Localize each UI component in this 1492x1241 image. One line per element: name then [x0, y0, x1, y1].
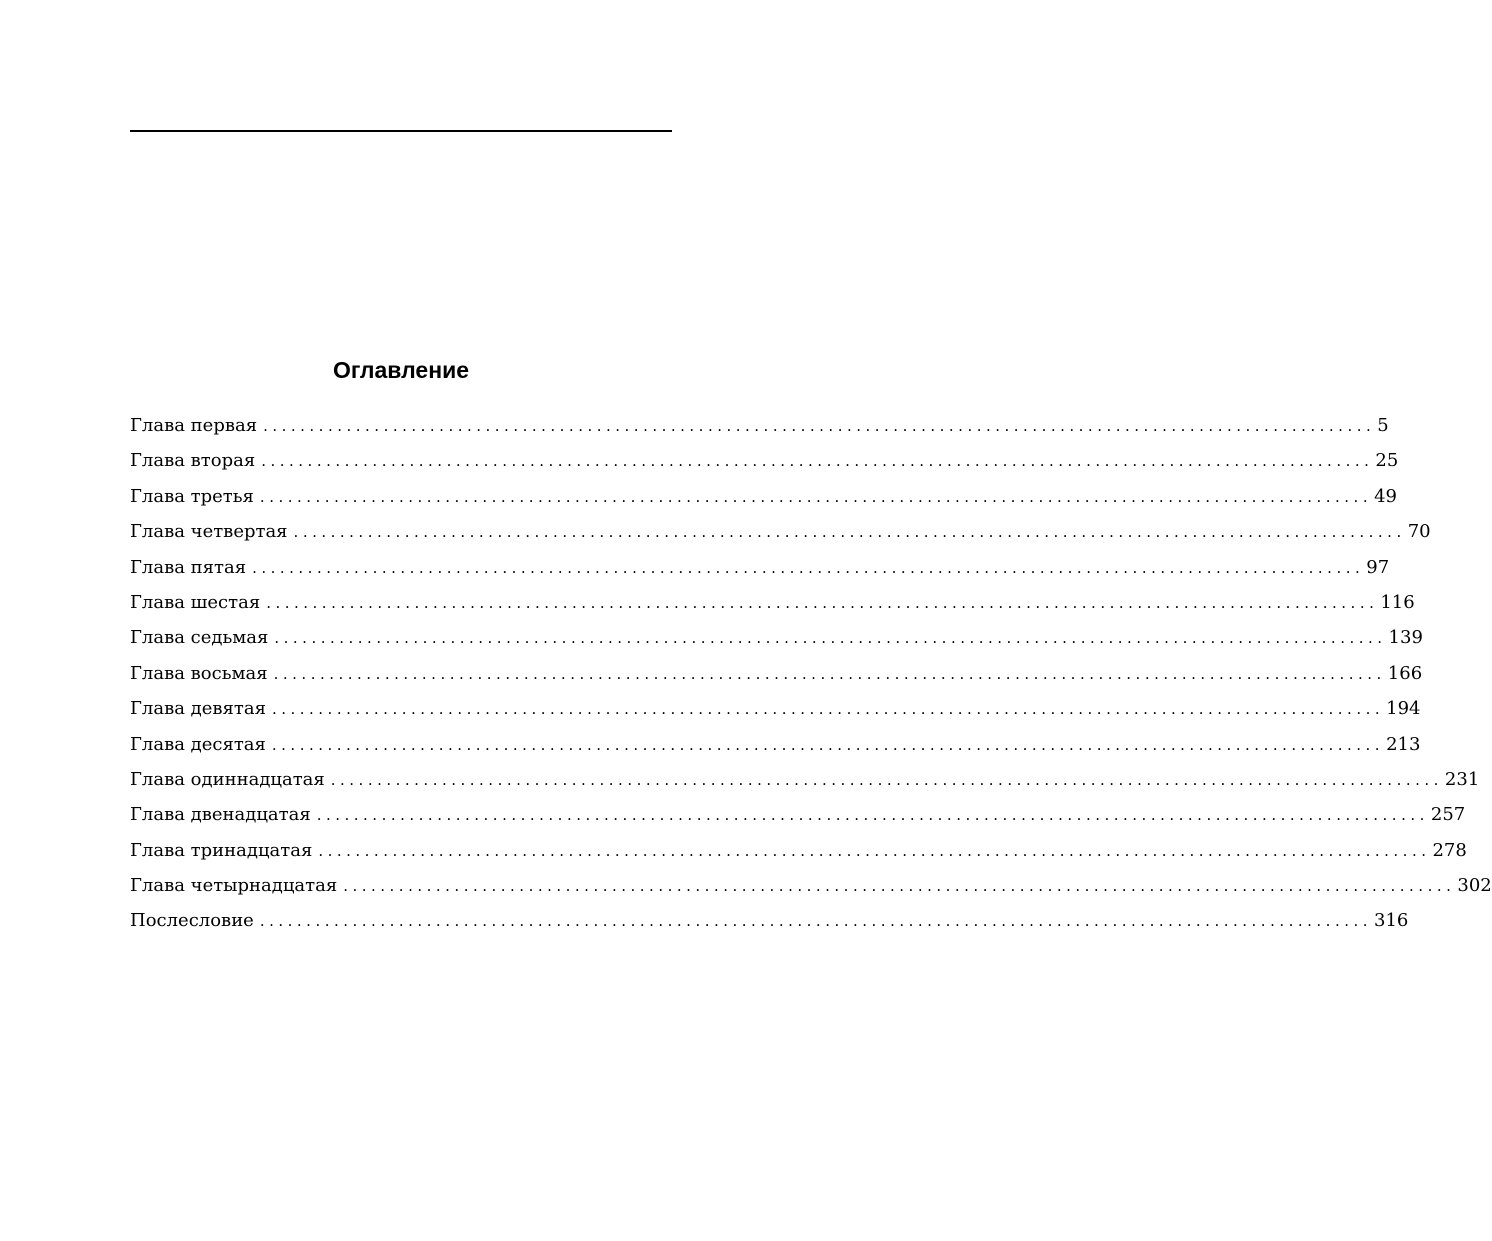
toc-entry-page: 231	[1444, 768, 1480, 790]
toc-entry-label: Глава одиннадцатая	[130, 768, 325, 790]
toc-entry-page: 139	[1388, 627, 1423, 649]
toc-entry[interactable]	[130, 552, 1390, 587]
toc-entry[interactable]	[130, 729, 1421, 764]
toc-entry-label: Глава четырнадцатая	[130, 875, 338, 897]
toc-entry[interactable]	[130, 835, 1467, 870]
toc-entry-page: 25	[1375, 450, 1399, 472]
toc-entry-page: 49	[1374, 485, 1397, 507]
toc-entry-label: Глава третья	[130, 485, 254, 507]
toc-entry-label: Глава вторая	[130, 450, 256, 472]
toc-leader: ........................................................................................................................	[293, 523, 1406, 542]
toc-entry-label: Глава девятая	[130, 698, 266, 720]
toc-leader: ........................................................................................................................	[259, 487, 1373, 506]
toc-leader: ........................................................................................................................	[263, 417, 1376, 435]
toc-leader: ........................................................................................................................	[252, 558, 1365, 577]
toc-leader: ........................................................................................................................	[330, 770, 1443, 789]
toc-entry-label: Глава четвертая	[130, 521, 288, 543]
toc-leader: ........................................................................................................................	[266, 593, 1379, 612]
toc-entry-label: Глава седьмая	[130, 627, 269, 649]
toc-entry[interactable]	[130, 622, 1423, 657]
toc-leader: ........................................................................................................................	[318, 841, 1431, 860]
toc-leader: ........................................................................................................................	[271, 700, 1385, 719]
toc-entry-label: Глава восьмая	[130, 662, 268, 684]
toc-entry-page: 166	[1387, 662, 1423, 684]
toc-entry[interactable]	[130, 587, 1415, 622]
toc-entry-page: 194	[1386, 698, 1421, 720]
toc-entry-page: 302	[1457, 875, 1492, 897]
toc-entry-page: 213	[1386, 733, 1421, 755]
toc-entry[interactable]	[130, 799, 1466, 834]
toc-entry[interactable]	[130, 870, 1492, 905]
toc-leader: ........................................................................................................................	[273, 664, 1386, 683]
toc-entry-page: 70	[1407, 521, 1431, 543]
toc-title: Оглавление	[332, 357, 470, 383]
toc-leader: ........................................................................................................................	[316, 806, 1429, 825]
toc-entry-page: 278	[1432, 839, 1467, 861]
toc-entry[interactable]	[130, 410, 1389, 445]
toc-entry-label: Глава первая	[130, 415, 258, 436]
toc-entry-label: Глава тринадцатая	[130, 839, 313, 861]
header-rule	[130, 130, 672, 132]
toc-entry[interactable]	[130, 905, 1409, 940]
toc-entry-label: Глава десятая	[130, 733, 266, 755]
toc-entry[interactable]	[130, 764, 1480, 799]
toc-entry-label: Глава двенадцатая	[130, 804, 311, 826]
toc-entry-page: 5	[1377, 415, 1389, 436]
toc-entry[interactable]	[130, 481, 1397, 516]
toc-entry-page: 257	[1430, 804, 1466, 826]
toc-leader: ........................................................................................................................	[259, 912, 1373, 931]
toc-entry[interactable]	[130, 693, 1421, 728]
toc-entry[interactable]	[130, 658, 1423, 693]
toc-entry[interactable]	[130, 516, 1431, 551]
toc-entry-label: Глава шестая	[130, 591, 261, 613]
toc-leader: ........................................................................................................................	[343, 877, 1456, 896]
toc-entry-page: 316	[1374, 910, 1409, 932]
toc-list	[130, 410, 1492, 941]
toc-entry-label: Глава пятая	[130, 556, 247, 578]
toc-leader: ........................................................................................................................	[271, 735, 1385, 754]
toc-leader: ........................................................................................................................	[261, 452, 1374, 471]
toc-entry-label: Послесловие	[130, 910, 254, 932]
toc-entry[interactable]	[130, 445, 1399, 480]
toc-entry-page: 116	[1380, 591, 1415, 613]
toc-entry-page: 97	[1366, 556, 1390, 578]
toc-leader: ........................................................................................................................	[274, 629, 1387, 648]
